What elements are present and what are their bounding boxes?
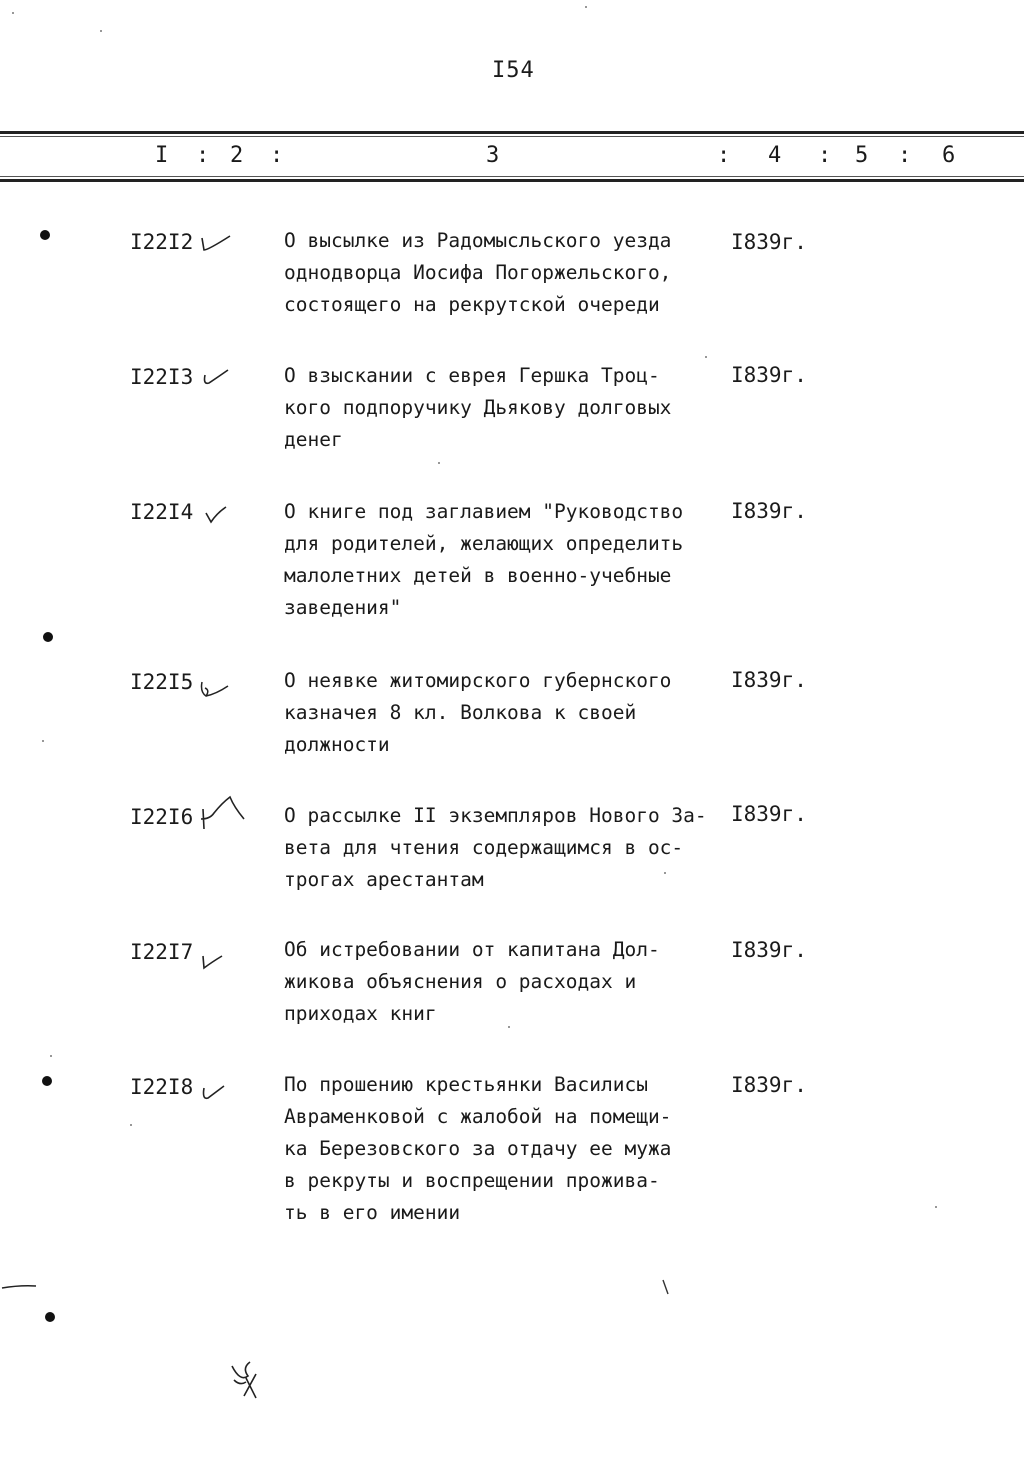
column-header-6: 6 <box>942 143 956 168</box>
scan-speck <box>50 1055 52 1057</box>
scan-speck <box>935 1206 937 1208</box>
page-number: I54 <box>492 58 535 83</box>
column-header-4: 4 <box>768 143 782 168</box>
checkmark-icon <box>200 367 232 389</box>
record-description <box>284 496 724 624</box>
description-line: Авраменковой с жалобой на помещи- <box>284 1105 672 1128</box>
column-separator: : <box>196 143 210 168</box>
record-year: I839г. <box>731 802 807 826</box>
description-line: должности <box>284 733 390 756</box>
record-description <box>284 225 724 321</box>
checkmark-icon <box>200 1082 232 1104</box>
record-year: I839г. <box>731 668 807 692</box>
record-number: I22I2 <box>130 230 194 254</box>
record-number: I22I3 <box>130 365 194 389</box>
header-rule-bottom <box>0 179 1024 182</box>
description-line: По прошению крестьянки Василисы <box>284 1073 648 1096</box>
record-year: I839г. <box>731 499 807 523</box>
punch-hole <box>43 632 53 642</box>
checkmark-icon <box>200 795 246 831</box>
record-year: I839г. <box>731 1073 807 1097</box>
column-separator: : <box>717 143 731 168</box>
header-rule-bottom-thin <box>0 176 1024 177</box>
record-description <box>284 800 724 896</box>
description-line: казначея 8 кл. Волкова к своей <box>284 701 637 724</box>
description-line: для родителей, желающих определить <box>284 532 684 555</box>
punch-hole <box>40 230 50 240</box>
scan-speck <box>130 1124 132 1126</box>
scan-speck <box>438 462 440 464</box>
record-number: I22I7 <box>130 940 194 964</box>
description-line: заведения" <box>284 596 402 619</box>
checkmark-icon <box>200 503 232 525</box>
punch-hole <box>42 1076 52 1086</box>
description-line: денег <box>284 428 343 451</box>
description-line: О высылке из Радомысльского уезда <box>284 229 672 252</box>
record-year: I839г. <box>731 938 807 962</box>
initials-mark <box>226 1352 270 1402</box>
column-header-1: I <box>155 143 169 168</box>
record-year: I839г. <box>731 230 807 254</box>
column-separator: : <box>898 143 912 168</box>
description-line: состоящего на рекрутской очереди <box>284 293 660 316</box>
description-line: ка Березовского за отдачу ее мужа <box>284 1137 672 1160</box>
description-line: приходах книг <box>284 1002 437 1025</box>
column-header-2: 2 <box>230 143 244 168</box>
checkmark-icon <box>200 232 232 254</box>
checkmark-icon <box>200 678 232 700</box>
column-header-3: 3 <box>486 143 500 168</box>
scan-speck <box>508 1026 510 1028</box>
record-description <box>284 934 724 1030</box>
record-description <box>284 360 724 456</box>
description-line: О взыскании с еврея Гершка Троц- <box>284 364 660 387</box>
description-line: О неявке житомирского губернского <box>284 669 672 692</box>
header-rule-top <box>0 131 1024 134</box>
stray-mark <box>0 1280 40 1292</box>
record-number: I22I6 <box>130 805 194 829</box>
scan-speck <box>585 6 587 8</box>
scan-speck <box>100 30 102 32</box>
record-year: I839г. <box>731 363 807 387</box>
description-line: малолетних детей в военно-учебные <box>284 564 672 587</box>
description-line: О книге под заглавием "Руководство <box>284 500 684 523</box>
checkmark-icon <box>200 950 232 972</box>
scan-speck <box>664 872 666 874</box>
record-description <box>284 665 724 761</box>
record-number: I22I4 <box>130 500 194 524</box>
description-line: трогах арестантам <box>284 868 484 891</box>
description-line: Об истребовании от капитана Дол- <box>284 938 660 961</box>
record-number: I22I5 <box>130 670 194 694</box>
scan-speck <box>42 740 44 742</box>
record-number: I22I8 <box>130 1075 194 1099</box>
record-description <box>284 1069 724 1229</box>
header-rule-top-thin <box>0 136 1024 137</box>
description-line: в рекруты и воспрещении прожива- <box>284 1169 660 1192</box>
scan-speck <box>12 12 14 14</box>
description-line: однодворца Иосифа Погоржельского, <box>284 261 672 284</box>
scan-speck <box>705 356 707 358</box>
description-line: ть в его имении <box>284 1201 461 1224</box>
description-line: жикова объяснения о расходах и <box>284 970 637 993</box>
description-line: кого подпоручику Дьякову долговых <box>284 396 672 419</box>
column-separator: : <box>818 143 832 168</box>
description-line: О рассылке II экземпляров Нового За- <box>284 804 707 827</box>
column-header-5: 5 <box>855 143 869 168</box>
stray-mark <box>660 1278 672 1298</box>
description-line: вета для чтения содержащимся в ос- <box>284 836 684 859</box>
column-separator: : <box>270 143 284 168</box>
punch-hole <box>45 1312 55 1322</box>
